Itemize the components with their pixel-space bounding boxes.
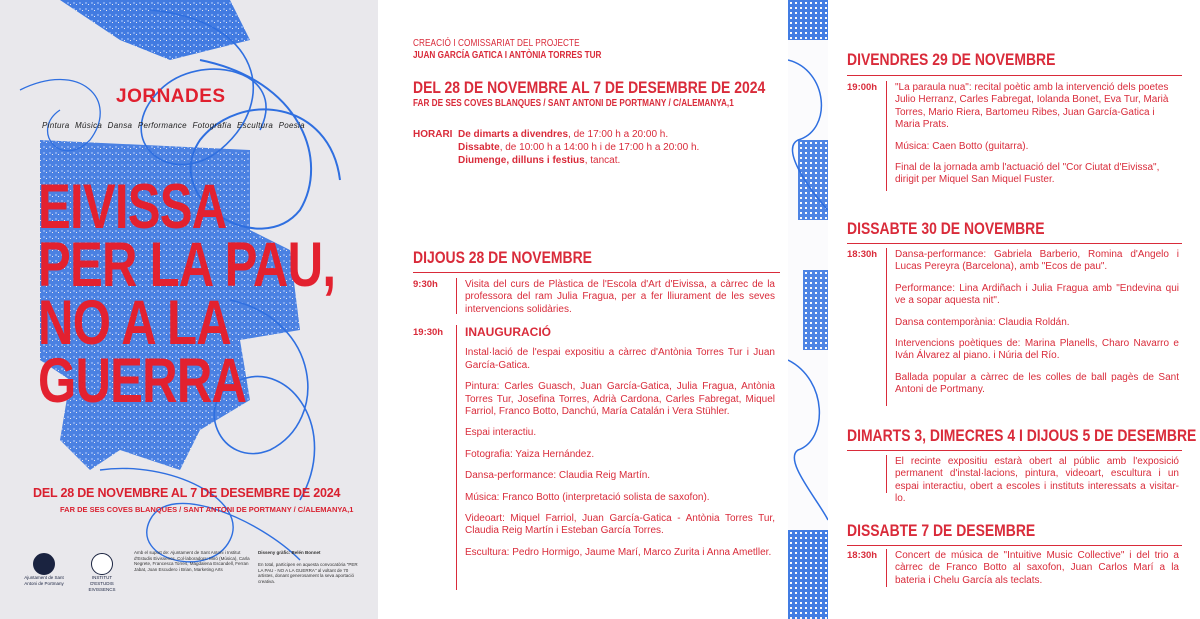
discipline: Escultura (237, 121, 274, 130)
hours-row: De dimarts a divendres, de 17:00 h a 20:00 h. (458, 129, 669, 140)
logo-institut (80, 553, 124, 593)
poster-design: Disseny gràfic: Belén Bonnet (258, 550, 321, 555)
discipline: Dansa (107, 121, 133, 130)
day-heading: DISSABTE 30 DE NOVEMBRE (847, 219, 1045, 238)
strip-scribble (788, 0, 828, 619)
headline-line: NO A LA (38, 288, 231, 358)
event-text: Visita del curs de Plàstica de l'Escola d'Art d'Eivissa, a càrrec de la professora del ram Julia Fragua, per a fer lliurament de les seves intervencions solidàries. (465, 279, 775, 315)
credits-label: CREACIÓ I COMISSARIAT DEL PROJECTE (413, 38, 580, 49)
event-item: Pintura: Carles Guasch, Juan García-Gatica, Julia Fragua, Antònia Torres Tur, Josefina Torres, Adrià Cardona, Carles Fabregat, Miquel Farriol, Franco Botto, Danchú, María Catalán i Vera Stühler. (465, 381, 775, 418)
event-item: Espai interactiu. (465, 427, 537, 439)
inauguration-title: INAUGURACIÓ (465, 325, 551, 339)
event-time: 18:30h (847, 249, 878, 260)
poster-headline (38, 172, 336, 416)
event-time: 19:30h (413, 327, 444, 338)
discipline: Fotografia (192, 121, 232, 130)
institute-logo-icon (91, 553, 113, 575)
event-item: "La paraula nua": recital poètic amb la intervenció dels poetes Julio Herranz, Carles Fabregat, Iolanda Bonet, Eva Tur, Marià Torres, Mario Riera, Bartomeu Ribes, Juan García-Gatica i Maria Prats. (895, 82, 1169, 131)
discipline: Performance (137, 121, 187, 130)
poster-support: Amb el suport de: Ajuntament de Sant Antoni i Institut d'Estudis Eivissencs. Col·laboradors: Miró (Música), Carla Negrete, Francesca Torres, Magdalena Escandell, Ferran Jabat, Joan Escudero i Brian, Marketing Arts (134, 550, 250, 572)
event-item: Escultura: Pedro Hormigo, Jaume Marí, Marco Zurita i Anna Ametller. (465, 546, 772, 558)
poster-panel (0, 0, 378, 619)
day-heading: DIVENDRES 29 DE NOVEMBRE (847, 50, 1056, 69)
event-item: Ballada popular a càrrec de les colles de ball pagès de Sant Antoni de Portmany. (895, 371, 1179, 396)
inauguration-block (465, 326, 775, 559)
poster-dates: DEL 28 DE NOVEMBRE AL 7 DE DESEMBRE DE 2024 (33, 486, 341, 500)
decorative-strip (788, 0, 828, 619)
poster-venue: FAR DE SES COVES BLANQUES / SANT ANTONI DE PORTMANY / C/ALEMANYA,1 (60, 505, 354, 514)
venue-address: FAR DE SES COVES BLANQUES / SANT ANTONI DE PORTMANY / C/ALEMANYA,1 (413, 98, 734, 109)
day-divider (413, 272, 780, 273)
dates-title: DEL 28 DE NOVEMBRE AL 7 DE DESEMBRE DE 2024 (413, 78, 766, 97)
event-bar (886, 81, 887, 191)
day-divider (847, 450, 1182, 451)
event-time: 19:00h (847, 82, 878, 93)
logo-caption: INSTITUT D'ESTUDIS EIVISSENCS (88, 575, 116, 592)
event-item: Música: Caen Botto (guitarra). (895, 140, 1029, 152)
headline-line: GUERRA (38, 346, 247, 416)
poster-series: JORNADES (116, 86, 226, 107)
event-text: Concert de música de "Intuitive Music Collective" i del trio a càrrec de Franco Botto al saxofon, Juan Carlos Marí a la bateria i Chelu García als teclats. (895, 550, 1179, 586)
discipline: Pintura (42, 121, 70, 130)
discipline: Poesia (278, 121, 305, 130)
event-bar (886, 549, 887, 587)
day-heading: DIMARTS 3, DIMECRES 4 I DIJOUS 5 DE DESEMBRE (847, 426, 1197, 445)
discipline: Música (74, 121, 103, 130)
hours-row: Dissabte, de 10:00 h a 14:00 h i de 17:00 h a 20:00 h. (458, 142, 700, 153)
event-item: Dansa contemporània: Claudia Roldán. (895, 316, 1070, 328)
event-bar (456, 278, 457, 314)
event-text (895, 249, 1179, 397)
event-item: Videoart: Miquel Farriol, Juan García-Gatica - Antònia Torres Tur, Claudia Reig Martín i Esteban García Torres. (465, 513, 775, 537)
event-item: Fotografia: Yaiza Hernández. (465, 448, 595, 460)
event-item: Instal·lació de l'espai expositiu a càrrec d'Antònia Torres Tur i Juan García-Gatica. (465, 347, 775, 371)
logo-ajuntament (22, 553, 66, 587)
credits-names: JUAN GARCÍA GATICA I ANTÒNIA TORRES TUR (413, 50, 602, 61)
day-divider (847, 545, 1182, 546)
event-item: Música: Franco Botto (interpretació solista de saxofon). (465, 491, 710, 503)
event-item: Dansa-performance: Gabriela Barberio, Romina d'Angelo i Lucas Pereyra (Barcelona), amb "Ecos de pau". (895, 249, 1179, 273)
event-item: Dansa-performance: Claudia Reig Martín. (465, 470, 651, 482)
crest-icon (33, 553, 55, 575)
event-text: El recinte expositiu estarà obert al públic amb l'exposició permanent d'instal·lacions, pintura, videoart, escultura i un espai interactiu, obert a escoles i instituts interessats a visitar-lo. (895, 456, 1179, 505)
day-heading: DIJOUS 28 DE NOVEMBRE (413, 248, 592, 267)
hours-row: Diumenge, dilluns i festius, tancat. (458, 155, 621, 166)
event-item: Final de la jornada amb l'actuació del "Cor Ciutat d'Eivissa", dirigit per Miquel San Miquel Fuster. (895, 162, 1160, 186)
event-text (895, 82, 1179, 187)
poster-participants: En total, participen en aquesta convocatòria "PER LA PAU - NO A LA GUERRA" al voltant de 70 artistes, donant generosament la seva aportació creativa. (258, 562, 358, 584)
headline-line: EIVISSA (38, 172, 227, 242)
logo-caption: Ajuntament de Sant Antoni de Portmany (24, 575, 64, 586)
event-item: Intervencions poètiques de: Marina Planells, Charo Navarro e Iván Álvarez al piano. i Núria del Río. (895, 338, 1179, 362)
day-divider (847, 243, 1182, 244)
event-time: 18:30h (847, 550, 878, 561)
poster-disciplines (42, 121, 305, 130)
hours-label: HORARI (413, 129, 453, 140)
event-item: Performance: Lina Ardiñach i Julia Fragua amb "Endevina qui ve a sopar aquesta nit". (895, 282, 1179, 307)
event-bar (456, 325, 457, 590)
event-bar (886, 455, 887, 493)
event-bar (886, 248, 887, 406)
day-divider (847, 75, 1182, 76)
event-time: 9:30h (413, 279, 438, 290)
headline-line: PER LA PAU, (38, 230, 336, 300)
day-heading: DISSABTE 7 DE DESEMBRE (847, 521, 1036, 540)
